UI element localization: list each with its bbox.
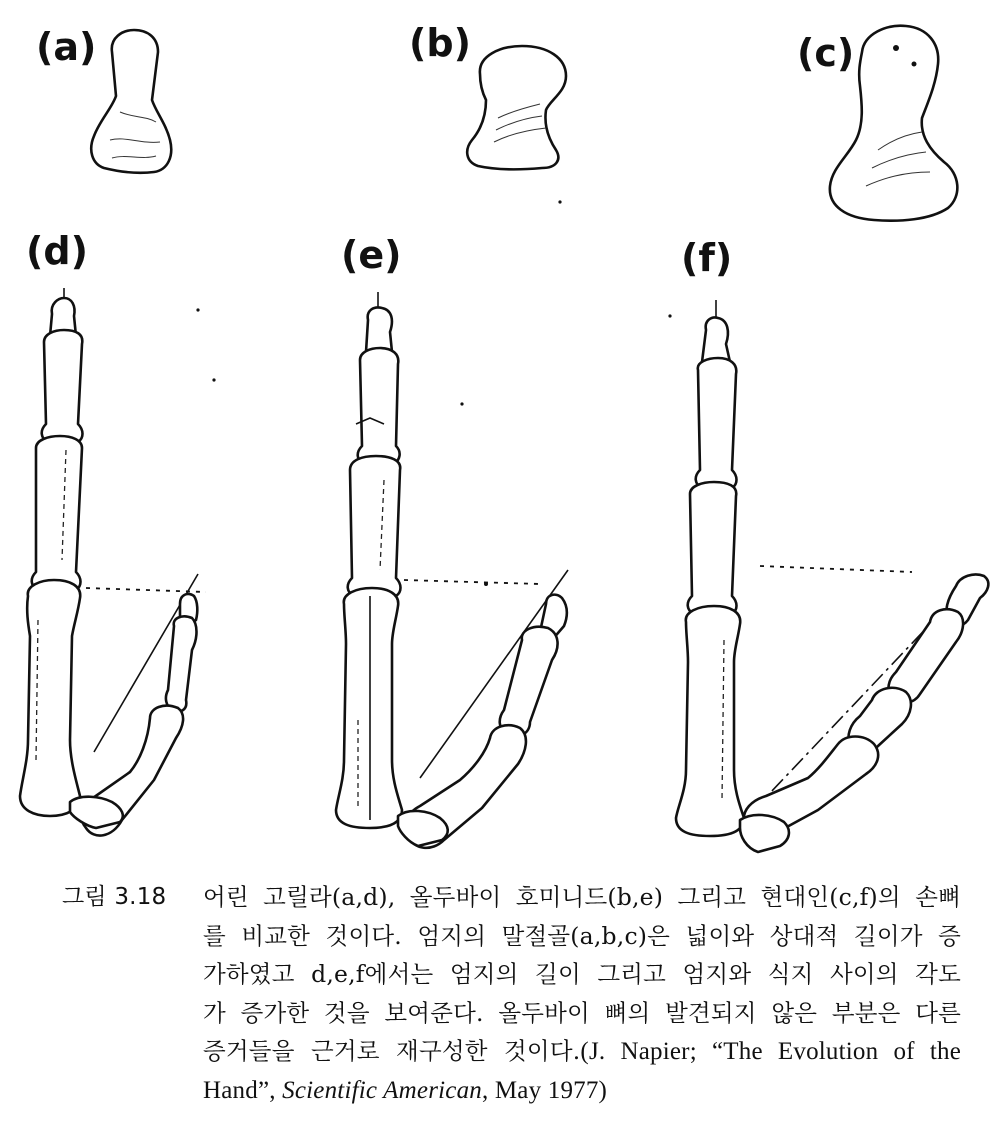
panel-label-a: (a) bbox=[36, 25, 97, 69]
caption-line-5-korean: 증거들을 근거로 재구성한 것이다. bbox=[203, 1037, 581, 1065]
caption-citation-title-end: Hand”, bbox=[203, 1076, 283, 1104]
distal-phalanx-olduvai-b bbox=[467, 46, 566, 169]
distal-phalanx-gorilla-a bbox=[91, 30, 171, 173]
caption-citation-date: , May 1977) bbox=[481, 1076, 608, 1104]
caption-line-6 bbox=[203, 1072, 961, 1111]
caption-line-5 bbox=[203, 1032, 961, 1072]
hand-olduvai-e bbox=[336, 292, 568, 848]
caption-line-1: 어린 고릴라(a,d), 올두바이 호미니드(b,e) 그리고 현대인(c,f)의 손뼈 bbox=[203, 883, 961, 911]
caption-citation-journal: Scientific American bbox=[282, 1076, 482, 1104]
panel-label-c: (c) bbox=[797, 31, 855, 75]
panel-label-d: (d) bbox=[26, 229, 88, 273]
figure-number: 그림 3.18 bbox=[62, 884, 167, 910]
distal-phalanx-human-c bbox=[830, 26, 958, 221]
hand-human-f bbox=[676, 300, 988, 852]
caption-line-2: 를 비교한 것이다. 엄지의 말절골(a,b,c)은 넓이와 상대적 길이가 증 bbox=[203, 921, 961, 950]
panel-label-e: (e) bbox=[341, 233, 402, 277]
caption-text bbox=[203, 878, 961, 1110]
caption-line-3: 가하였고 d,e,f에서는 엄지의 길이 그리고 엄지와 식지 사이의 각도 bbox=[203, 960, 961, 988]
hand-gorilla-d bbox=[20, 288, 206, 836]
caption-citation-author: (J. Napier; “The Evolution of the bbox=[580, 1038, 962, 1065]
panel-label-b: (b) bbox=[409, 21, 471, 65]
panel-label-f: (f) bbox=[681, 236, 733, 280]
caption-line-4: 가 증가한 것을 보여준다. 올두바이 뼈의 발견되지 않은 부분은 다른 bbox=[203, 998, 961, 1027]
